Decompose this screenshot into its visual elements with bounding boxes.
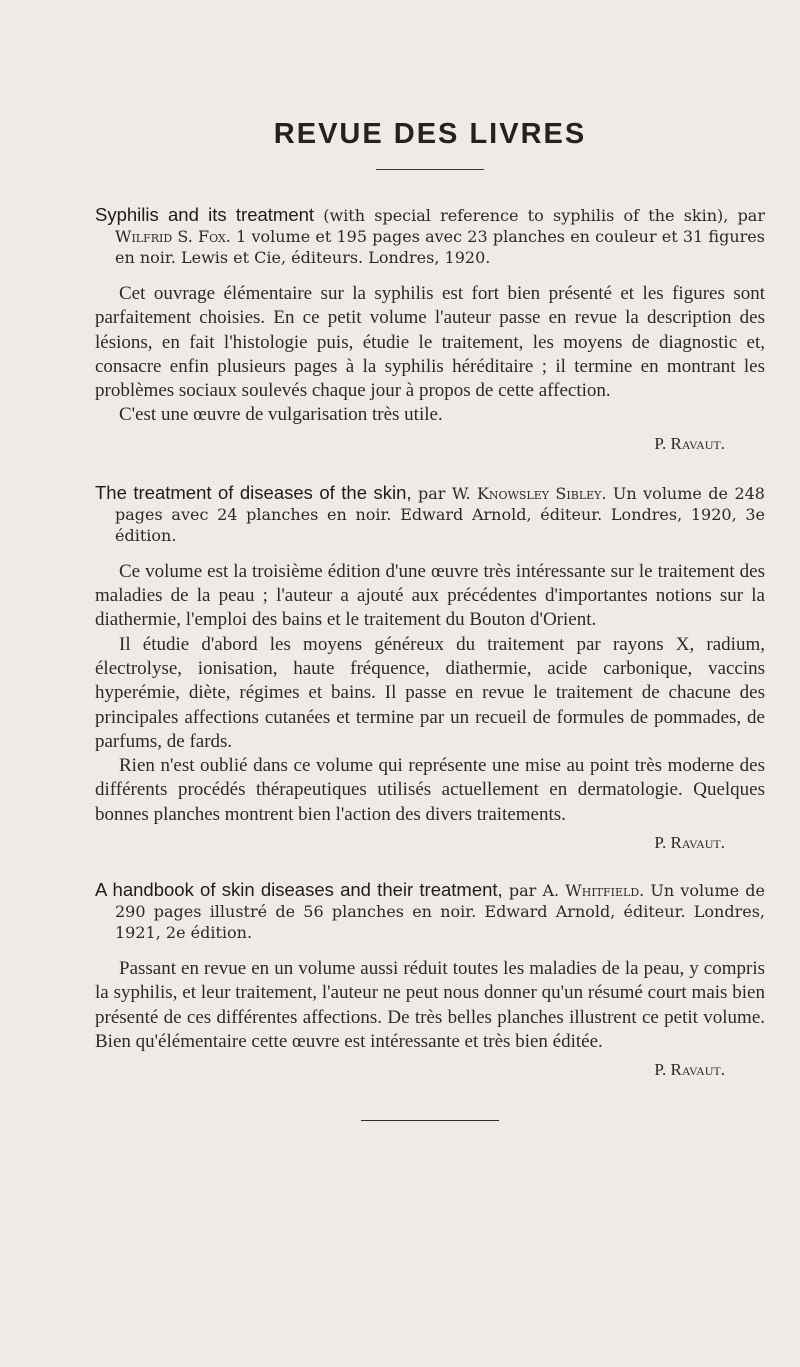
citation-part: (with special reference to syphilis of the skin), par bbox=[314, 206, 765, 225]
citation-part: par bbox=[411, 483, 452, 503]
review-citation bbox=[95, 879, 765, 943]
review-citation bbox=[95, 204, 765, 268]
signature-name: Ravaut bbox=[670, 433, 721, 453]
review-1 bbox=[95, 204, 765, 454]
book-title: Syphilis and its treatment bbox=[95, 204, 315, 225]
book-author: A. Whitfield bbox=[542, 881, 640, 901]
title-divider bbox=[376, 169, 484, 170]
signature-initial: P. bbox=[654, 433, 671, 453]
signature-name: Ravaut bbox=[670, 1060, 721, 1080]
review-3 bbox=[95, 879, 765, 1080]
review-2 bbox=[95, 482, 765, 853]
review-citation bbox=[95, 482, 765, 546]
book-title: The treatment of diseases of the skin, bbox=[95, 481, 412, 503]
review-paragraph: Cet ouvrage élémentaire sur la syphilis est fort bien présenté et les figures sont parfaitement choisies. En ce petit volume l'auteur passe en revue la description des lésions, en fait l'histologie puis, étudie le traitement, les moyens de diagnostic et, consacre enfin plusieurs pages à la syphilis héréditaire ; il termine en montrant les problèmes sociaux soulevés chaque jour à propos de cette affection. bbox=[95, 283, 765, 402]
page-title: REVUE DES LIVRES bbox=[273, 118, 587, 150]
citation-part: par bbox=[502, 881, 543, 901]
closing-divider bbox=[361, 1120, 499, 1121]
review-signature bbox=[95, 434, 765, 454]
citation-part: . Un volume de 290 pages illustré de 56 planches en noir. Edward Arnold, éditeur. Londres, 1921, 2e édition. bbox=[115, 881, 766, 943]
review-signature bbox=[95, 833, 765, 853]
signature-name: Ravaut bbox=[670, 833, 721, 853]
page bbox=[95, 110, 765, 1121]
review-paragraph: Rien n'est oublié dans ce volume qui représente une mise au point très moderne des différents procédés thérapeutiques utilisés actuellement en dermatologie. Quelques bonnes planches montrent bien l'action des divers traitements. bbox=[95, 755, 765, 825]
signature-end: . bbox=[720, 433, 725, 453]
book-author: W. Knowsley Sibley bbox=[451, 483, 602, 503]
review-paragraph: C'est une œuvre de vulgarisation très utile. bbox=[119, 404, 443, 426]
citation-part: . Un volume de 248 pages avec 24 planches en noir. Edward Arnold, éditeur. Londres, 1920, 3e édition. bbox=[115, 483, 765, 545]
citation-part: . 1 volume et 195 pages avec 23 planches en couleur et 31 figures en noir. Lewis et Cie, éditeurs. Londres, 1920. bbox=[115, 227, 765, 267]
signature-initial: P. bbox=[654, 1060, 671, 1080]
signature-end: . bbox=[720, 1060, 725, 1080]
review-paragraph: Ce volume est la troisième édition d'une œuvre très intéressante sur le traitement des maladies de la peau ; l'auteur a ajouté aux précédentes d'importantes notions sur la diathermie, l'emploi des bains et le traitement du Bouton d'Orient. bbox=[95, 560, 765, 631]
review-paragraph: Passant en revue en un volume aussi réduit toutes les maladies de la peau, y compris la syphilis, et leur traitement, l'auteur ne peut nous donner qu'un résumé court mais bien présenté de ces différentes affections. De très belles planches illustrent ce petit volume. Bien qu'élémentaire cette œuvre est intéressante et très bien éditée. bbox=[95, 958, 765, 1052]
signature-initial: P. bbox=[654, 833, 671, 853]
review-paragraph: Il étudie d'abord les moyens généreux du traitement par rayons X, radium, électrolyse, ionisation, haute fréquence, diathermie, acide carbonique, vaccins hyperémie, diète, régimes et bains. Il passe en revue le traitement de chacune des principales affections cutanées et termine par un recueil de formules de pommades, de parfums, de fards. bbox=[95, 633, 765, 752]
review-signature bbox=[95, 1060, 765, 1080]
book-title: A handbook of skin diseases and their treatment, bbox=[95, 879, 503, 901]
signature-end: . bbox=[720, 833, 725, 853]
book-author: Wilfrid S. Fox bbox=[115, 227, 226, 246]
